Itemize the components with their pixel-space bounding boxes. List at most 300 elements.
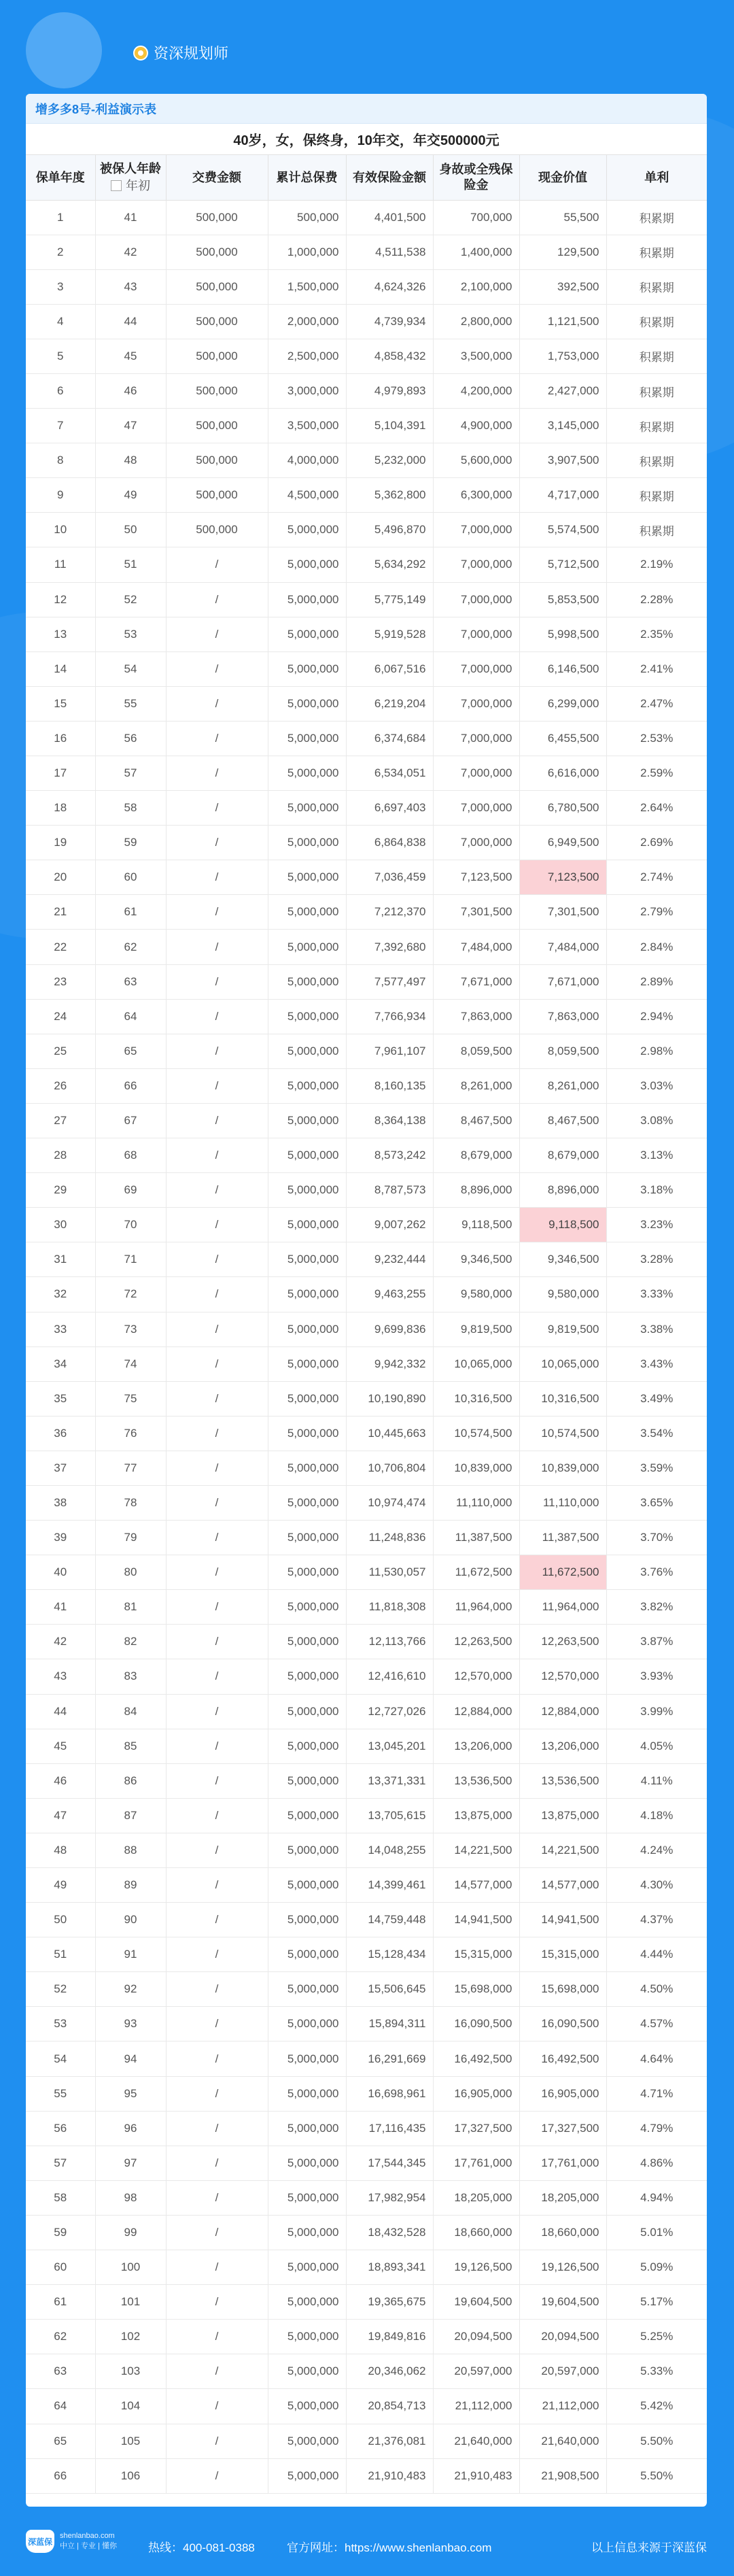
table-row	[26, 686, 707, 721]
cell-sum-assured: 5,496,870	[346, 513, 433, 547]
table-row	[26, 1833, 707, 1867]
cell-cash-value: 12,884,000	[519, 1694, 606, 1729]
table-header-row	[26, 155, 707, 200]
cell-year: 35	[26, 1381, 95, 1416]
cell-simple-rate: 2.64%	[606, 791, 707, 826]
advisor-label: 资深规划师	[154, 45, 229, 62]
cell-cash-value: 5,998,500	[519, 617, 606, 651]
cell-simple-rate: 5.42%	[606, 2389, 707, 2424]
cell-year: 24	[26, 999, 95, 1034]
cell-year: 37	[26, 1451, 95, 1485]
cell-year: 47	[26, 1798, 95, 1833]
cell-sum-assured: 7,392,680	[346, 930, 433, 964]
cell-cash-value: 10,316,500	[519, 1381, 606, 1416]
cell-age: 105	[95, 2424, 166, 2458]
cell-age: 44	[95, 304, 166, 339]
cell-premium: /	[166, 1659, 268, 1694]
cell-total-premium: 5,000,000	[268, 1277, 346, 1312]
cell-death-benefit: 18,205,000	[433, 2180, 519, 2215]
cell-premium: 500,000	[166, 304, 268, 339]
cell-age: 100	[95, 2250, 166, 2285]
cell-premium: 500,000	[166, 513, 268, 547]
cell-premium: /	[166, 1068, 268, 1103]
cell-total-premium: 5,000,000	[268, 1625, 346, 1659]
cell-death-benefit: 4,200,000	[433, 373, 519, 408]
cell-total-premium: 5,000,000	[268, 1312, 346, 1346]
cell-premium: /	[166, 2007, 268, 2041]
cell-death-benefit: 1,400,000	[433, 235, 519, 269]
cell-total-premium: 5,000,000	[268, 1138, 346, 1173]
table-row	[26, 1277, 707, 1312]
cell-premium: 500,000	[166, 373, 268, 408]
cell-sum-assured: 10,706,804	[346, 1451, 433, 1485]
cell-sum-assured: 12,416,610	[346, 1659, 433, 1694]
cell-sum-assured: 20,854,713	[346, 2389, 433, 2424]
cell-premium: 500,000	[166, 200, 268, 235]
cell-sum-assured: 4,739,934	[346, 304, 433, 339]
cell-death-benefit: 14,577,000	[433, 1868, 519, 1903]
cell-simple-rate: 5.09%	[606, 2250, 707, 2285]
cell-death-benefit: 16,492,500	[433, 2041, 519, 2076]
cell-death-benefit: 3,500,000	[433, 339, 519, 373]
cell-death-benefit: 11,672,500	[433, 1555, 519, 1590]
table-row	[26, 860, 707, 895]
cell-year: 21	[26, 895, 95, 930]
cell-premium: /	[166, 1798, 268, 1833]
table-row	[26, 1485, 707, 1520]
cell-age: 85	[95, 1729, 166, 1763]
cell-death-benefit: 7,671,000	[433, 964, 519, 999]
cell-premium: /	[166, 2389, 268, 2424]
cell-age: 74	[95, 1346, 166, 1381]
cell-cash-value: 3,907,500	[519, 443, 606, 478]
cell-premium: /	[166, 1242, 268, 1277]
cell-simple-rate: 4.86%	[606, 2146, 707, 2180]
cell-death-benefit: 8,261,000	[433, 1068, 519, 1103]
cell-simple-rate: 积累期	[606, 409, 707, 443]
col-total-premium: 累计总保费	[268, 155, 346, 200]
cell-age: 77	[95, 1451, 166, 1485]
cell-age: 69	[95, 1173, 166, 1208]
cell-sum-assured: 6,219,204	[346, 686, 433, 721]
cell-age: 68	[95, 1138, 166, 1173]
cell-age: 78	[95, 1485, 166, 1520]
cell-premium: /	[166, 1277, 268, 1312]
cell-sum-assured: 10,974,474	[346, 1485, 433, 1520]
cell-simple-rate: 积累期	[606, 373, 707, 408]
cell-total-premium: 5,000,000	[268, 826, 346, 860]
table-row	[26, 1972, 707, 2007]
cell-total-premium: 5,000,000	[268, 2041, 346, 2076]
cell-age: 83	[95, 1659, 166, 1694]
table-row	[26, 1763, 707, 1798]
cell-sum-assured: 9,699,836	[346, 1312, 433, 1346]
footer-website[interactable]: 官方网址：https://www.shenlanbao.com	[287, 2541, 492, 2554]
cell-sum-assured: 6,697,403	[346, 791, 433, 826]
cell-sum-assured: 7,961,107	[346, 1034, 433, 1068]
cell-cash-value: 8,679,000	[519, 1138, 606, 1173]
cell-age: 106	[95, 2458, 166, 2493]
table-row	[26, 2389, 707, 2424]
cell-death-benefit: 21,640,000	[433, 2424, 519, 2458]
cell-cash-value: 21,640,000	[519, 2424, 606, 2458]
cell-premium: /	[166, 1694, 268, 1729]
cell-sum-assured: 11,248,836	[346, 1521, 433, 1555]
cell-total-premium: 5,000,000	[268, 1833, 346, 1867]
cell-age: 76	[95, 1416, 166, 1451]
cell-total-premium: 5,000,000	[268, 2215, 346, 2250]
cell-total-premium: 5,000,000	[268, 2076, 346, 2111]
cell-sum-assured: 5,634,292	[346, 547, 433, 582]
cell-total-premium: 5,000,000	[268, 930, 346, 964]
cell-premium: /	[166, 1208, 268, 1242]
cell-year: 27	[26, 1103, 95, 1138]
cell-age: 62	[95, 930, 166, 964]
cell-year: 61	[26, 2285, 95, 2320]
cell-sum-assured: 14,759,448	[346, 1903, 433, 1937]
cell-cash-value: 14,577,000	[519, 1868, 606, 1903]
cell-sum-assured: 9,942,332	[346, 1346, 433, 1381]
age-start-checkbox[interactable]	[111, 180, 122, 191]
table-row	[26, 1173, 707, 1208]
cell-year: 8	[26, 443, 95, 478]
cell-total-premium: 5,000,000	[268, 2250, 346, 2285]
cell-sum-assured: 15,128,434	[346, 1937, 433, 1972]
cell-cash-value: 10,065,000	[519, 1346, 606, 1381]
cell-premium: /	[166, 1590, 268, 1625]
table-row	[26, 1590, 707, 1625]
col-sum-assured: 有效保险金额	[346, 155, 433, 200]
cell-cash-value: 16,492,500	[519, 2041, 606, 2076]
cell-year: 51	[26, 1937, 95, 1972]
cell-death-benefit: 7,000,000	[433, 617, 519, 651]
cell-total-premium: 5,000,000	[268, 1903, 346, 1937]
cell-year: 63	[26, 2354, 95, 2389]
cell-cash-value: 20,094,500	[519, 2320, 606, 2354]
cell-total-premium: 5,000,000	[268, 1798, 346, 1833]
cell-age: 87	[95, 1798, 166, 1833]
table-row	[26, 304, 707, 339]
cell-cash-value: 7,863,000	[519, 999, 606, 1034]
cell-premium: /	[166, 2250, 268, 2285]
cell-age: 73	[95, 1312, 166, 1346]
table-row	[26, 1312, 707, 1346]
cell-total-premium: 5,000,000	[268, 895, 346, 930]
cell-death-benefit: 7,000,000	[433, 756, 519, 791]
cell-premium: /	[166, 2458, 268, 2493]
cell-premium: /	[166, 1034, 268, 1068]
cell-cash-value: 13,536,500	[519, 1763, 606, 1798]
cell-age: 97	[95, 2146, 166, 2180]
cell-age: 80	[95, 1555, 166, 1590]
cell-year: 58	[26, 2180, 95, 2215]
footer	[0, 2524, 734, 2565]
cell-sum-assured: 4,511,538	[346, 235, 433, 269]
advisor-badge	[133, 42, 228, 63]
cell-cash-value: 7,484,000	[519, 930, 606, 964]
col-cash-value: 现金价值	[519, 155, 606, 200]
cell-simple-rate: 积累期	[606, 339, 707, 373]
cell-year: 10	[26, 513, 95, 547]
cell-year: 17	[26, 756, 95, 791]
table-row	[26, 1521, 707, 1555]
table-row	[26, 2250, 707, 2285]
cell-death-benefit: 11,964,000	[433, 1590, 519, 1625]
cell-age: 41	[95, 200, 166, 235]
cell-death-benefit: 19,126,500	[433, 2250, 519, 2285]
cell-cash-value: 5,574,500	[519, 513, 606, 547]
cell-cash-value: 19,604,500	[519, 2285, 606, 2320]
cell-cash-value: 392,500	[519, 269, 606, 304]
table-row	[26, 1208, 707, 1242]
cell-death-benefit: 16,090,500	[433, 2007, 519, 2041]
cell-sum-assured: 12,113,766	[346, 1625, 433, 1659]
table-row	[26, 1416, 707, 1451]
cell-death-benefit: 8,679,000	[433, 1138, 519, 1173]
cell-age: 43	[95, 269, 166, 304]
cell-total-premium: 5,000,000	[268, 1242, 346, 1277]
cell-cash-value: 10,574,500	[519, 1416, 606, 1451]
cell-death-benefit: 7,000,000	[433, 651, 519, 686]
cell-premium: /	[166, 1833, 268, 1867]
table-subtitle: 40岁，女，保终身，10年交，年交500000元	[26, 124, 707, 155]
cell-sum-assured: 9,007,262	[346, 1208, 433, 1242]
cell-age: 79	[95, 1521, 166, 1555]
cell-cash-value: 9,118,500	[519, 1208, 606, 1242]
cell-sum-assured: 8,573,242	[346, 1138, 433, 1173]
cell-simple-rate: 2.19%	[606, 547, 707, 582]
cell-premium: 500,000	[166, 339, 268, 373]
cell-cash-value: 9,819,500	[519, 1312, 606, 1346]
cell-age: 82	[95, 1625, 166, 1659]
cell-simple-rate: 3.33%	[606, 1277, 707, 1312]
cell-premium: /	[166, 826, 268, 860]
cell-simple-rate: 2.84%	[606, 930, 707, 964]
cell-cash-value: 13,206,000	[519, 1729, 606, 1763]
cell-age: 58	[95, 791, 166, 826]
cell-death-benefit: 7,000,000	[433, 791, 519, 826]
cell-total-premium: 5,000,000	[268, 1590, 346, 1625]
cell-age: 86	[95, 1763, 166, 1798]
table-row	[26, 1381, 707, 1416]
cell-simple-rate: 3.18%	[606, 1173, 707, 1208]
cell-total-premium: 5,000,000	[268, 1208, 346, 1242]
cell-premium: 500,000	[166, 478, 268, 513]
cell-cash-value: 11,672,500	[519, 1555, 606, 1590]
cell-simple-rate: 3.08%	[606, 1103, 707, 1138]
cell-simple-rate: 3.93%	[606, 1659, 707, 1694]
cell-sum-assured: 16,291,669	[346, 2041, 433, 2076]
cell-total-premium: 5,000,000	[268, 2458, 346, 2493]
cell-sum-assured: 21,910,483	[346, 2458, 433, 2493]
cell-premium: 500,000	[166, 269, 268, 304]
cell-total-premium: 5,000,000	[268, 2354, 346, 2389]
cell-total-premium: 5,000,000	[268, 2424, 346, 2458]
cell-simple-rate: 3.49%	[606, 1381, 707, 1416]
cell-total-premium: 5,000,000	[268, 1346, 346, 1381]
cell-death-benefit: 13,206,000	[433, 1729, 519, 1763]
table-row	[26, 1068, 707, 1103]
cell-age: 61	[95, 895, 166, 930]
table-row	[26, 373, 707, 408]
cell-simple-rate: 2.98%	[606, 1034, 707, 1068]
cell-death-benefit: 7,000,000	[433, 547, 519, 582]
cell-death-benefit: 7,000,000	[433, 826, 519, 860]
table-row	[26, 2180, 707, 2215]
cell-death-benefit: 9,346,500	[433, 1242, 519, 1277]
cell-age: 56	[95, 721, 166, 756]
cell-premium: /	[166, 2354, 268, 2389]
table-row	[26, 1798, 707, 1833]
cell-death-benefit: 2,100,000	[433, 269, 519, 304]
cell-simple-rate: 3.76%	[606, 1555, 707, 1590]
cell-cash-value: 1,121,500	[519, 304, 606, 339]
cell-cash-value: 6,780,500	[519, 791, 606, 826]
table-row	[26, 2458, 707, 2493]
cell-total-premium: 1,500,000	[268, 269, 346, 304]
cell-cash-value: 8,896,000	[519, 1173, 606, 1208]
cell-death-benefit: 9,819,500	[433, 1312, 519, 1346]
cell-premium: /	[166, 1485, 268, 1520]
cell-death-benefit: 700,000	[433, 200, 519, 235]
cell-simple-rate: 4.71%	[606, 2076, 707, 2111]
table-row	[26, 1451, 707, 1485]
cell-death-benefit: 12,884,000	[433, 1694, 519, 1729]
cell-cash-value: 12,263,500	[519, 1625, 606, 1659]
cell-year: 31	[26, 1242, 95, 1277]
card-title: 增多多8号-利益演示表	[26, 94, 707, 124]
cell-simple-rate: 2.69%	[606, 826, 707, 860]
cell-age: 103	[95, 2354, 166, 2389]
cell-year: 3	[26, 269, 95, 304]
cell-sum-assured: 5,104,391	[346, 409, 433, 443]
cell-premium: /	[166, 1416, 268, 1451]
cell-simple-rate: 2.89%	[606, 964, 707, 999]
cell-total-premium: 1,000,000	[268, 235, 346, 269]
table-row	[26, 756, 707, 791]
cell-premium: /	[166, 2041, 268, 2076]
cell-cash-value: 11,964,000	[519, 1590, 606, 1625]
cell-simple-rate: 积累期	[606, 235, 707, 269]
cell-sum-assured: 11,818,308	[346, 1590, 433, 1625]
cell-cash-value: 129,500	[519, 235, 606, 269]
cell-age: 75	[95, 1381, 166, 1416]
cell-premium: /	[166, 721, 268, 756]
cell-sum-assured: 21,376,081	[346, 2424, 433, 2458]
cell-death-benefit: 18,660,000	[433, 2215, 519, 2250]
cell-total-premium: 5,000,000	[268, 860, 346, 895]
cell-premium: /	[166, 1103, 268, 1138]
cell-total-premium: 4,000,000	[268, 443, 346, 478]
table-row	[26, 1659, 707, 1694]
cell-age: 53	[95, 617, 166, 651]
table-row	[26, 2146, 707, 2180]
cell-simple-rate: 3.82%	[606, 1590, 707, 1625]
cell-year: 32	[26, 1277, 95, 1312]
cell-simple-rate: 3.99%	[606, 1694, 707, 1729]
cell-total-premium: 5,000,000	[268, 1729, 346, 1763]
cell-year: 59	[26, 2215, 95, 2250]
cell-total-premium: 5,000,000	[268, 721, 346, 756]
cell-year: 11	[26, 547, 95, 582]
cell-death-benefit: 11,110,000	[433, 1485, 519, 1520]
cell-cash-value: 6,455,500	[519, 721, 606, 756]
cell-age: 71	[95, 1242, 166, 1277]
cell-cash-value: 17,327,500	[519, 2111, 606, 2146]
cell-cash-value: 18,660,000	[519, 2215, 606, 2250]
cell-total-premium: 5,000,000	[268, 617, 346, 651]
cell-age: 50	[95, 513, 166, 547]
cell-death-benefit: 7,000,000	[433, 721, 519, 756]
table-row	[26, 235, 707, 269]
cell-age: 70	[95, 1208, 166, 1242]
cell-death-benefit: 15,698,000	[433, 1972, 519, 2007]
cell-sum-assured: 5,919,528	[346, 617, 433, 651]
cell-total-premium: 5,000,000	[268, 1763, 346, 1798]
cell-cash-value: 11,110,000	[519, 1485, 606, 1520]
cell-total-premium: 5,000,000	[268, 2389, 346, 2424]
cell-simple-rate: 2.53%	[606, 721, 707, 756]
table-row	[26, 826, 707, 860]
cell-sum-assured: 13,045,201	[346, 1729, 433, 1763]
cell-year: 23	[26, 964, 95, 999]
footer-hotline: 热线：400-081-0388	[148, 2541, 255, 2554]
cell-total-premium: 5,000,000	[268, 686, 346, 721]
cell-premium: /	[166, 1451, 268, 1485]
cell-year: 52	[26, 1972, 95, 2007]
cell-age: 84	[95, 1694, 166, 1729]
cell-year: 29	[26, 1173, 95, 1208]
cell-premium: /	[166, 1346, 268, 1381]
cell-cash-value: 10,839,000	[519, 1451, 606, 1485]
cell-premium: /	[166, 1972, 268, 2007]
cell-age: 57	[95, 756, 166, 791]
cell-death-benefit: 14,941,500	[433, 1903, 519, 1937]
cell-simple-rate: 3.59%	[606, 1451, 707, 1485]
table-row	[26, 513, 707, 547]
cell-year: 46	[26, 1763, 95, 1798]
cell-total-premium: 5,000,000	[268, 2285, 346, 2320]
cell-cash-value: 55,500	[519, 200, 606, 235]
cell-cash-value: 5,853,500	[519, 582, 606, 617]
cell-year: 50	[26, 1903, 95, 1937]
cell-sum-assured: 6,864,838	[346, 826, 433, 860]
cell-year: 16	[26, 721, 95, 756]
cell-death-benefit: 7,123,500	[433, 860, 519, 895]
cell-age: 101	[95, 2285, 166, 2320]
cell-cash-value: 15,698,000	[519, 1972, 606, 2007]
cell-total-premium: 5,000,000	[268, 1868, 346, 1903]
cell-cash-value: 2,427,000	[519, 373, 606, 408]
table-row	[26, 2424, 707, 2458]
cell-death-benefit: 10,065,000	[433, 1346, 519, 1381]
cell-premium: /	[166, 582, 268, 617]
cell-death-benefit: 21,910,483	[433, 2458, 519, 2493]
cell-year: 6	[26, 373, 95, 408]
cell-total-premium: 5,000,000	[268, 547, 346, 582]
cell-premium: /	[166, 2320, 268, 2354]
cell-simple-rate: 积累期	[606, 443, 707, 478]
cell-death-benefit: 9,118,500	[433, 1208, 519, 1242]
table-row	[26, 409, 707, 443]
cell-year: 36	[26, 1416, 95, 1451]
cell-death-benefit: 17,761,000	[433, 2146, 519, 2180]
cell-total-premium: 2,500,000	[268, 339, 346, 373]
cell-cash-value: 12,570,000	[519, 1659, 606, 1694]
cell-age: 60	[95, 860, 166, 895]
cell-cash-value: 1,753,000	[519, 339, 606, 373]
cell-sum-assured: 14,399,461	[346, 1868, 433, 1903]
